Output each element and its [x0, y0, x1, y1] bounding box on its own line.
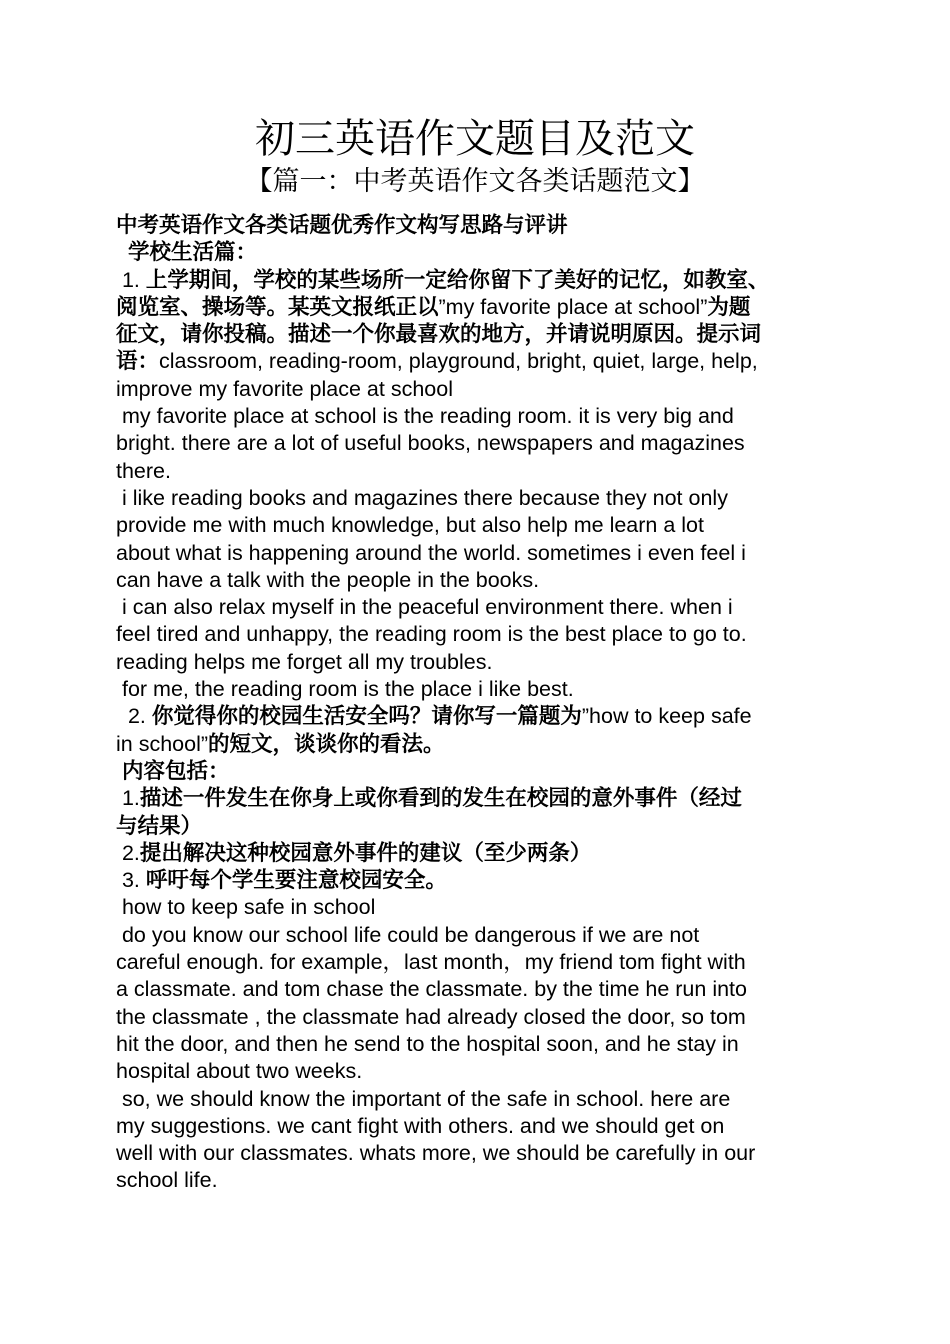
- text-segment: for me, the reading room is the place i like best.: [116, 677, 574, 702]
- text-line: [116, 430, 838, 457]
- text-segment: my favorite place at school is the reading room. it is very big and: [116, 404, 734, 429]
- text-segment: 2.: [116, 704, 152, 729]
- text-line: [116, 294, 838, 321]
- text-line: [116, 949, 838, 976]
- text-segment: my suggestions. we cant fight with others. and we should get on: [116, 1113, 725, 1138]
- text-line: [116, 1004, 838, 1031]
- text-segment: how to keep safe in school: [116, 895, 376, 920]
- text-line: [116, 1167, 838, 1194]
- bold-text-segment: 提出解决这种校园意外事件的建议（至少两条）: [139, 840, 592, 865]
- bold-text-segment: 描述一件发生在你身上或你看到的发生在校园的意外事件（经过: [139, 786, 742, 811]
- text-line: [116, 922, 838, 949]
- text-segment: 2.: [116, 840, 140, 865]
- bold-text-segment: 上学期间，学校的某些场所一定给你留下了美好的记忆，如教室、: [145, 267, 770, 292]
- text-line: [116, 840, 838, 867]
- bold-text-segment: 阅览室、操场等。某英文报纸正以: [116, 294, 439, 319]
- bold-text-segment: 语：: [116, 349, 160, 374]
- text-line: [116, 1140, 838, 1167]
- text-segment: 3.: [116, 868, 146, 893]
- text-segment: bright. there are a lot of useful books, newspapers and magazines: [116, 431, 745, 456]
- text-segment: can have a talk with the people in the books.: [116, 567, 540, 592]
- bold-text-segment: 你觉得你的校园生活安全吗？请你写一篇题为: [151, 704, 582, 729]
- text-line: [116, 567, 838, 594]
- text-line: [116, 1086, 838, 1113]
- text-segment: do you know our school life could be dangerous if we are not: [116, 922, 700, 947]
- text-line: [116, 785, 838, 812]
- text-line: [116, 540, 838, 567]
- text-line: [116, 512, 838, 539]
- text-line: [116, 1031, 838, 1058]
- text-line: [116, 731, 838, 758]
- bold-text-segment: 学校生活篇：: [116, 240, 257, 265]
- text-segment: well with our classmates. whats more, we should be carefully in our: [116, 1141, 756, 1166]
- text-segment: about what is happening around the world. sometimes i even feel i: [116, 540, 746, 565]
- text-line: [116, 621, 838, 648]
- text-segment: i like reading books and magazines there because they not only: [116, 485, 728, 510]
- text-line: [116, 458, 838, 485]
- document-body: [116, 212, 838, 1195]
- text-segment: provide me with much knowledge, but also help me learn a lot: [116, 513, 704, 538]
- document-subtitle: 【篇一：中考英语作文各类话题范文】: [245, 166, 705, 197]
- text-line: [116, 239, 838, 266]
- text-line: [116, 867, 838, 894]
- text-segment: 1.: [116, 267, 146, 292]
- text-line: [116, 649, 838, 676]
- text-segment: 1.: [116, 786, 140, 811]
- text-line: [116, 976, 838, 1003]
- text-line: [116, 813, 838, 840]
- bold-text-segment: 内容包括：: [116, 758, 230, 783]
- text-line: [116, 485, 838, 512]
- text-line: [116, 212, 838, 239]
- text-segment: careful enough. for example，last month，my friend tom fight with: [116, 950, 746, 975]
- text-line: [116, 676, 838, 703]
- text-segment: a classmate. and tom chase the classmate. by the time he run into: [116, 977, 747, 1002]
- text-line: [116, 321, 838, 348]
- text-segment: feel tired and unhappy, the reading room is the best place to go to.: [116, 622, 747, 647]
- text-segment: ”my favorite place at school”: [438, 294, 708, 319]
- text-line: [116, 267, 838, 294]
- bold-text-segment: 为题: [707, 294, 751, 319]
- text-segment: in school”: [116, 731, 209, 756]
- text-line: [116, 594, 838, 621]
- text-segment: reading helps me forget all my troubles.: [116, 649, 493, 674]
- text-segment: hospital about two weeks.: [116, 1059, 363, 1084]
- text-segment: i can also relax myself in the peaceful environment there. when i: [116, 595, 733, 620]
- text-segment: there.: [116, 458, 171, 483]
- text-line: [116, 403, 838, 430]
- text-line: [116, 348, 838, 375]
- text-line: [116, 758, 838, 785]
- text-line: [116, 376, 838, 403]
- document-title: 初三英语作文题目及范文: [255, 116, 695, 162]
- bold-text-segment: 与结果）: [116, 813, 203, 838]
- text-line: [116, 894, 838, 921]
- text-line: [116, 1113, 838, 1140]
- bold-text-segment: 的短文，谈谈你的看法。: [208, 731, 445, 756]
- bold-text-segment: 征文，请你投稿。描述一个你最喜欢的地方，并请说明原因。提示词: [116, 322, 762, 347]
- text-segment: classroom, reading-room, playground, bright, quiet, large, help,: [159, 349, 758, 374]
- text-segment: hit the door, and then he send to the hospital soon, and he stay in: [116, 1031, 739, 1056]
- text-segment: improve my favorite place at school: [116, 376, 453, 401]
- bold-text-segment: 中考英语作文各类话题优秀作文构写思路与评讲: [116, 213, 568, 237]
- text-line: [116, 1058, 838, 1085]
- text-segment: ”how to keep safe: [581, 704, 752, 729]
- text-line: [116, 703, 838, 730]
- text-segment: the classmate , the classmate had already closed the door, so tom: [116, 1004, 746, 1029]
- text-segment: school life.: [116, 1168, 218, 1193]
- bold-text-segment: 呼吁每个学生要注意校园安全。: [145, 868, 447, 893]
- text-segment: so, we should know the important of the safe in school. here are: [116, 1086, 731, 1111]
